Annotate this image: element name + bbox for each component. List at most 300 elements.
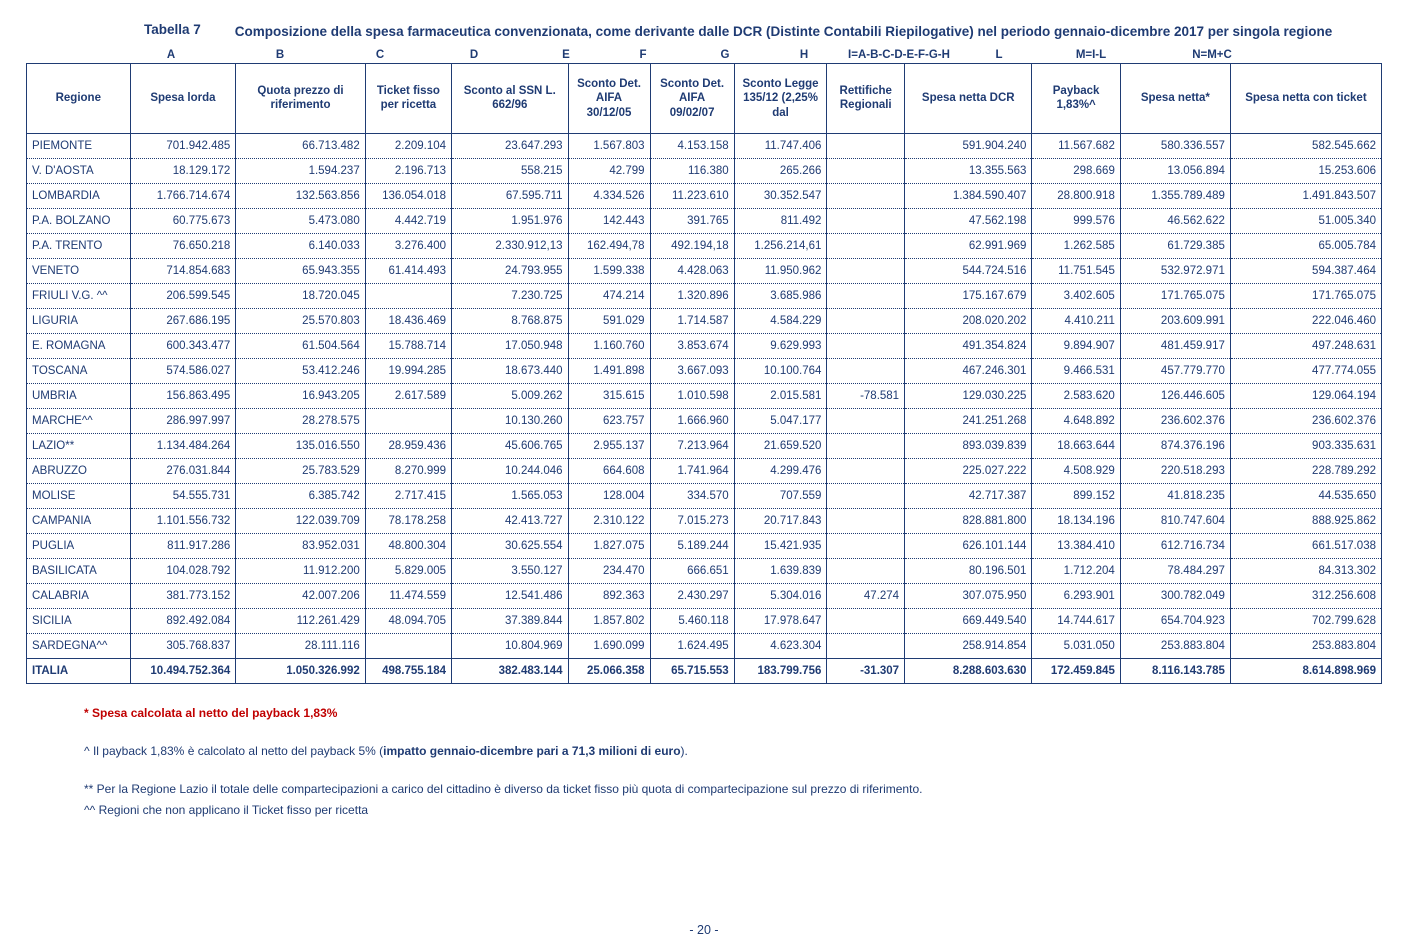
table-total-row <box>27 658 1382 683</box>
column-letter-2: B <box>275 48 285 61</box>
table-cell: 11.474.559 <box>365 583 451 608</box>
table-cell: 6.293.901 <box>1032 583 1120 608</box>
table-cell: 54.555.731 <box>130 483 236 508</box>
table-cell: 80.196.501 <box>905 558 1032 583</box>
table-cell: 21.659.520 <box>734 433 827 458</box>
table-cell: 5.304.016 <box>734 583 827 608</box>
table-cell: 208.020.202 <box>905 308 1032 333</box>
note-payback: * Spesa calcolata al netto del payback 1,83% <box>84 705 338 720</box>
table-cell: 315.615 <box>568 383 650 408</box>
total-cell: 1.050.326.992 <box>236 658 365 683</box>
table-cell: 265.266 <box>734 158 827 183</box>
region-name: UMBRIA <box>27 383 131 408</box>
table-cell: 2.955.137 <box>568 433 650 458</box>
table-cell: 234.470 <box>568 558 650 583</box>
table-cell: 171.765.075 <box>1230 283 1381 308</box>
table-cell: 307.075.950 <box>905 583 1032 608</box>
table-cell: 497.248.631 <box>1230 333 1381 358</box>
region-name: MOLISE <box>27 483 131 508</box>
table-cell: 2.015.581 <box>734 383 827 408</box>
table-cell: 42.007.206 <box>236 583 365 608</box>
region-name: LOMBARDIA <box>27 183 131 208</box>
table-cell: 1.666.960 <box>650 408 734 433</box>
column-header-0: Regione <box>27 63 131 133</box>
column-letter-3: C <box>375 48 385 61</box>
column-letter-9: I=A-B-C-D-E-F-G-H <box>848 48 950 61</box>
table-cell: 892.492.084 <box>130 608 236 633</box>
table-row <box>27 383 1382 408</box>
table-cell: 623.757 <box>568 408 650 433</box>
region-name: LIGURIA <box>27 308 131 333</box>
column-letter-1: A <box>166 48 176 61</box>
table-notes <box>84 704 1382 819</box>
table-cell: 3.685.986 <box>734 283 827 308</box>
table-cell: 135.016.550 <box>236 433 365 458</box>
table-cell: 1.384.590.407 <box>905 183 1032 208</box>
total-cell: 65.715.553 <box>650 658 734 683</box>
table-cell: 457.779.770 <box>1120 358 1230 383</box>
table-cell: 580.336.557 <box>1120 133 1230 158</box>
table-cell: 1.712.204 <box>1032 558 1120 583</box>
table-cell: 811.917.286 <box>130 533 236 558</box>
table-cell: 1.567.803 <box>568 133 650 158</box>
table-cell: 1.355.789.489 <box>1120 183 1230 208</box>
table-cell: 25.783.529 <box>236 458 365 483</box>
table-row <box>27 208 1382 233</box>
column-letters-row <box>26 49 1382 62</box>
table-cell <box>827 458 905 483</box>
table-cell: 3.276.400 <box>365 233 451 258</box>
table-cell: 4.442.719 <box>365 208 451 233</box>
table-title-text: Composizione della spesa farmaceutica convenzionata, come derivante dalle DCR (Distinte Contabili Riepilogative) nel periodo gennaio-dicembre 2017 per singola regione <box>234 24 1333 39</box>
total-cell: 10.494.752.364 <box>130 658 236 683</box>
table-cell: 17.978.647 <box>734 608 827 633</box>
table-cell: 20.717.843 <box>734 508 827 533</box>
table-row <box>27 408 1382 433</box>
table-cell: 1.639.839 <box>734 558 827 583</box>
total-cell: 25.066.358 <box>568 658 650 683</box>
table-row <box>27 183 1382 208</box>
table-cell: 78.484.297 <box>1120 558 1230 583</box>
table-cell: 1.101.556.732 <box>130 508 236 533</box>
region-name: FRIULI V.G. ^^ <box>27 283 131 308</box>
table-cell: 15.788.714 <box>365 333 451 358</box>
table-cell: 3.667.093 <box>650 358 734 383</box>
table-body <box>27 133 1382 683</box>
table-cell: 28.278.575 <box>236 408 365 433</box>
table-cell: 67.595.711 <box>452 183 569 208</box>
column-header-6: Sconto Det. AIFA 09/02/07 <box>650 63 734 133</box>
column-header-11: Spesa netta* <box>1120 63 1230 133</box>
table-cell: 4.584.229 <box>734 308 827 333</box>
table-cell: 42.413.727 <box>452 508 569 533</box>
table-cell: 23.647.293 <box>452 133 569 158</box>
column-letter-10: L <box>995 48 1003 61</box>
table-cell: 60.775.673 <box>130 208 236 233</box>
table-cell: 225.027.222 <box>905 458 1032 483</box>
table-cell <box>827 233 905 258</box>
table-cell: 381.773.152 <box>130 583 236 608</box>
table-cell: 5.009.262 <box>452 383 569 408</box>
table-cell <box>827 133 905 158</box>
table-cell: 707.559 <box>734 483 827 508</box>
table-cell: 10.100.764 <box>734 358 827 383</box>
table-cell: 15.421.935 <box>734 533 827 558</box>
column-header-2: Quota prezzo di riferimento <box>236 63 365 133</box>
table-cell: 1.766.714.674 <box>130 183 236 208</box>
table-cell: 999.576 <box>1032 208 1120 233</box>
table-cell: 4.428.063 <box>650 258 734 283</box>
region-name: MARCHE^^ <box>27 408 131 433</box>
table-cell: 11.223.610 <box>650 183 734 208</box>
table-cell: 1.491.898 <box>568 358 650 383</box>
table-cell: 228.789.292 <box>1230 458 1381 483</box>
table-cell: 714.854.683 <box>130 258 236 283</box>
note-payback-calc <box>84 742 1382 760</box>
table-cell: 17.050.948 <box>452 333 569 358</box>
table-cell: 126.446.605 <box>1120 383 1230 408</box>
table-cell: 9.894.907 <box>1032 333 1120 358</box>
table-cell <box>827 358 905 383</box>
table-row <box>27 508 1382 533</box>
table-cell: 1.320.896 <box>650 283 734 308</box>
table-cell: 300.782.049 <box>1120 583 1230 608</box>
column-letter-4: D <box>469 48 479 61</box>
table-cell <box>827 283 905 308</box>
table-cell: 132.563.856 <box>236 183 365 208</box>
table-cell: 591.029 <box>568 308 650 333</box>
table-cell <box>827 533 905 558</box>
region-name: SARDEGNA^^ <box>27 633 131 658</box>
table-cell: 532.972.971 <box>1120 258 1230 283</box>
table-cell: 312.256.608 <box>1230 583 1381 608</box>
table-cell: 156.863.495 <box>130 383 236 408</box>
table-row <box>27 608 1382 633</box>
table-cell: 162.494,78 <box>568 233 650 258</box>
table-cell <box>827 408 905 433</box>
table-cell: 2.583.620 <box>1032 383 1120 408</box>
table-cell: 48.094.705 <box>365 608 451 633</box>
table-row <box>27 358 1382 383</box>
region-name: SICILIA <box>27 608 131 633</box>
table-cell: 65.943.355 <box>236 258 365 283</box>
table-cell: 136.054.018 <box>365 183 451 208</box>
table-cell: 12.541.486 <box>452 583 569 608</box>
table-cell: 1.491.843.507 <box>1230 183 1381 208</box>
table-cell: 893.039.839 <box>905 433 1032 458</box>
table-cell: 4.648.892 <box>1032 408 1120 433</box>
table-cell: 305.768.837 <box>130 633 236 658</box>
table-cell: 8.270.999 <box>365 458 451 483</box>
table-cell: 47.274 <box>827 583 905 608</box>
table-cell: 1.690.099 <box>568 633 650 658</box>
table-title <box>144 22 1382 43</box>
table-cell: 7.213.964 <box>650 433 734 458</box>
table-header-row <box>27 63 1382 133</box>
region-name: E. ROMAGNA <box>27 333 131 358</box>
table-cell: 481.459.917 <box>1120 333 1230 358</box>
table-cell: 492.194,18 <box>650 233 734 258</box>
table-cell <box>827 333 905 358</box>
table-cell: -78.581 <box>827 383 905 408</box>
table-cell: 4.623.304 <box>734 633 827 658</box>
region-name: P.A. BOLZANO <box>27 208 131 233</box>
total-cell: 382.483.144 <box>452 658 569 683</box>
region-name: P.A. TRENTO <box>27 233 131 258</box>
note-ticket: ^^ Regioni che non applicano il Ticket fisso per ricetta <box>84 802 369 817</box>
total-cell: 8.116.143.785 <box>1120 658 1230 683</box>
table-cell: 44.535.650 <box>1230 483 1381 508</box>
table-cell: 491.354.824 <box>905 333 1032 358</box>
table-cell: 2.310.122 <box>568 508 650 533</box>
table-cell: 128.004 <box>568 483 650 508</box>
note-lazio: ** Per la Regione Lazio il totale delle compartecipazioni a carico del cittadino è diverso da ticket fisso più quota di compartecipazione sul prezzo di riferimento. <box>84 781 923 796</box>
table-cell: 3.853.674 <box>650 333 734 358</box>
table-cell <box>365 408 451 433</box>
table-cell: 544.724.516 <box>905 258 1032 283</box>
table-cell: 18.129.172 <box>130 158 236 183</box>
table-cell: 53.412.246 <box>236 358 365 383</box>
table-cell: 594.387.464 <box>1230 258 1381 283</box>
table-cell: 591.904.240 <box>905 133 1032 158</box>
table-cell: 5.460.118 <box>650 608 734 633</box>
table-cell: 1.624.495 <box>650 633 734 658</box>
region-name: ABRUZZO <box>27 458 131 483</box>
table-cell: 112.261.429 <box>236 608 365 633</box>
table-cell: 18.673.440 <box>452 358 569 383</box>
table-cell: 65.005.784 <box>1230 233 1381 258</box>
total-cell: 8.614.898.969 <box>1230 658 1381 683</box>
table-row <box>27 333 1382 358</box>
table-row <box>27 458 1382 483</box>
table-cell: 1.256.214,61 <box>734 233 827 258</box>
table-cell: 28.959.436 <box>365 433 451 458</box>
table-cell: 1.741.964 <box>650 458 734 483</box>
table-cell: 474.214 <box>568 283 650 308</box>
table-cell: 129.064.194 <box>1230 383 1381 408</box>
column-header-4: Sconto al SSN L. 662/96 <box>452 63 569 133</box>
table-cell: 3.402.605 <box>1032 283 1120 308</box>
column-header-5: Sconto Det. AIFA 30/12/05 <box>568 63 650 133</box>
table-cell: 9.466.531 <box>1032 358 1120 383</box>
table-cell: 811.492 <box>734 208 827 233</box>
table-cell: 8.768.875 <box>452 308 569 333</box>
table-cell <box>827 208 905 233</box>
table-row <box>27 633 1382 658</box>
table-cell: 122.039.709 <box>236 508 365 533</box>
table-cell: 2.717.415 <box>365 483 451 508</box>
table-cell: 3.550.127 <box>452 558 569 583</box>
column-letter-7: G <box>720 48 730 61</box>
table-cell: 5.047.177 <box>734 408 827 433</box>
region-name: BASILICATA <box>27 558 131 583</box>
table-cell: 10.804.969 <box>452 633 569 658</box>
table-cell: 1.951.976 <box>452 208 569 233</box>
table-cell: 4.334.526 <box>568 183 650 208</box>
table-cell: 62.991.969 <box>905 233 1032 258</box>
table-cell: 666.651 <box>650 558 734 583</box>
table-row <box>27 433 1382 458</box>
table-cell: 4.410.211 <box>1032 308 1120 333</box>
table-header <box>27 63 1382 133</box>
table-cell <box>827 483 905 508</box>
note-payback-calc-pre: ^ Il payback 1,83% è calcolato al netto del payback 5% ( <box>84 743 384 758</box>
table-cell: 899.152 <box>1032 483 1120 508</box>
table-cell: 7.230.725 <box>452 283 569 308</box>
table-cell <box>827 433 905 458</box>
table-cell: 13.355.563 <box>905 158 1032 183</box>
table-cell: 42.717.387 <box>905 483 1032 508</box>
table-cell <box>827 508 905 533</box>
table-cell <box>827 308 905 333</box>
table-cell: 37.389.844 <box>452 608 569 633</box>
table-cell <box>365 633 451 658</box>
total-label: ITALIA <box>27 658 131 683</box>
table-cell: 28.800.918 <box>1032 183 1120 208</box>
table-cell: 175.167.679 <box>905 283 1032 308</box>
table-row <box>27 558 1382 583</box>
table-cell: 11.950.962 <box>734 258 827 283</box>
table-cell: 61.504.564 <box>236 333 365 358</box>
table-cell: 18.720.045 <box>236 283 365 308</box>
table-cell: 61.729.385 <box>1120 233 1230 258</box>
total-cell: 498.755.184 <box>365 658 451 683</box>
table-row <box>27 158 1382 183</box>
column-letter-12: N=M+C <box>1192 48 1232 61</box>
table-cell <box>827 258 905 283</box>
table-cell: 41.818.235 <box>1120 483 1230 508</box>
table-cell: 11.751.545 <box>1032 258 1120 283</box>
table-cell: 83.952.031 <box>236 533 365 558</box>
table-cell: 220.518.293 <box>1120 458 1230 483</box>
table-cell: 5.031.050 <box>1032 633 1120 658</box>
table-cell: 6.140.033 <box>236 233 365 258</box>
table-cell: 116.380 <box>650 158 734 183</box>
table-cell: 7.015.273 <box>650 508 734 533</box>
table-cell: 25.570.803 <box>236 308 365 333</box>
column-header-10: Payback 1,83%^ <box>1032 63 1120 133</box>
region-name: PUGLIA <box>27 533 131 558</box>
table-cell: 11.567.682 <box>1032 133 1120 158</box>
table-cell: 467.246.301 <box>905 358 1032 383</box>
table-cell: 6.385.742 <box>236 483 365 508</box>
table-cell: 5.829.005 <box>365 558 451 583</box>
table-cell: 15.253.606 <box>1230 158 1381 183</box>
table-cell: 30.352.547 <box>734 183 827 208</box>
column-header-3: Ticket fisso per ricetta <box>365 63 451 133</box>
total-cell: -31.307 <box>827 658 905 683</box>
total-cell: 172.459.845 <box>1032 658 1120 683</box>
spesa-farmaceutica-table <box>26 63 1382 684</box>
table-cell: 276.031.844 <box>130 458 236 483</box>
table-cell: 61.414.493 <box>365 258 451 283</box>
column-letter-6: F <box>639 48 647 61</box>
table-cell: 78.178.258 <box>365 508 451 533</box>
table-row <box>27 283 1382 308</box>
table-cell <box>827 633 905 658</box>
column-letter-11: M=I-L <box>1075 48 1107 61</box>
region-name: V. D'AOSTA <box>27 158 131 183</box>
table-cell: 1.262.585 <box>1032 233 1120 258</box>
table-cell: 129.030.225 <box>905 383 1032 408</box>
table-cell <box>365 283 451 308</box>
table-cell: 5.473.080 <box>236 208 365 233</box>
table-row <box>27 533 1382 558</box>
table-cell: 18.663.644 <box>1032 433 1120 458</box>
column-header-7: Sconto Legge 135/12 (2,25% dal <box>734 63 827 133</box>
table-cell: 11.912.200 <box>236 558 365 583</box>
table-cell <box>827 183 905 208</box>
table-cell: 1.160.760 <box>568 333 650 358</box>
table-cell: 258.914.854 <box>905 633 1032 658</box>
table-cell: 4.153.158 <box>650 133 734 158</box>
table-cell: 13.384.410 <box>1032 533 1120 558</box>
region-name: PIEMONTE <box>27 133 131 158</box>
table-cell: 477.774.055 <box>1230 358 1381 383</box>
table-cell <box>827 158 905 183</box>
table-cell: 42.799 <box>568 158 650 183</box>
table-cell: 18.134.196 <box>1032 508 1120 533</box>
region-name: CAMPANIA <box>27 508 131 533</box>
table-cell: 13.056.894 <box>1120 158 1230 183</box>
region-name: CALABRIA <box>27 583 131 608</box>
table-cell: 701.942.485 <box>130 133 236 158</box>
table-cell: 2.330.912,13 <box>452 233 569 258</box>
table-cell: 104.028.792 <box>130 558 236 583</box>
table-cell: 48.800.304 <box>365 533 451 558</box>
table-cell: 47.562.198 <box>905 208 1032 233</box>
table-cell: 2.196.713 <box>365 158 451 183</box>
page-number: - 20 - <box>689 923 719 937</box>
column-header-1: Spesa lorda <box>130 63 236 133</box>
table-cell: 142.443 <box>568 208 650 233</box>
table-cell: 253.883.804 <box>1120 633 1230 658</box>
table-cell: 612.716.734 <box>1120 533 1230 558</box>
table-cell: 903.335.631 <box>1230 433 1381 458</box>
table-title-label: Tabella 7 <box>144 22 201 37</box>
table-cell: 46.562.622 <box>1120 208 1230 233</box>
table-cell: 286.997.997 <box>130 408 236 433</box>
table-cell: 241.251.268 <box>905 408 1032 433</box>
table-cell: 4.299.476 <box>734 458 827 483</box>
table-cell: 84.313.302 <box>1230 558 1381 583</box>
table-cell: 24.793.955 <box>452 258 569 283</box>
table-cell: 206.599.545 <box>130 283 236 308</box>
table-cell: 574.586.027 <box>130 358 236 383</box>
table-cell: 28.111.116 <box>236 633 365 658</box>
table-cell: 1.714.587 <box>650 308 734 333</box>
table-cell: 66.713.482 <box>236 133 365 158</box>
table-cell: 600.343.477 <box>130 333 236 358</box>
table-cell: 236.602.376 <box>1120 408 1230 433</box>
table-row <box>27 258 1382 283</box>
column-letter-8: H <box>799 48 809 61</box>
table-row <box>27 233 1382 258</box>
table-cell: 19.994.285 <box>365 358 451 383</box>
table-cell: 10.244.046 <box>452 458 569 483</box>
region-name: LAZIO** <box>27 433 131 458</box>
table-cell: 661.517.038 <box>1230 533 1381 558</box>
table-cell: 9.629.993 <box>734 333 827 358</box>
table-cell <box>827 558 905 583</box>
table-cell: 1.857.802 <box>568 608 650 633</box>
table-cell: 828.881.800 <box>905 508 1032 533</box>
table-cell: 810.747.604 <box>1120 508 1230 533</box>
table-row <box>27 483 1382 508</box>
table-cell: 30.625.554 <box>452 533 569 558</box>
table-cell: 16.943.205 <box>236 383 365 408</box>
table-cell: 626.101.144 <box>905 533 1032 558</box>
